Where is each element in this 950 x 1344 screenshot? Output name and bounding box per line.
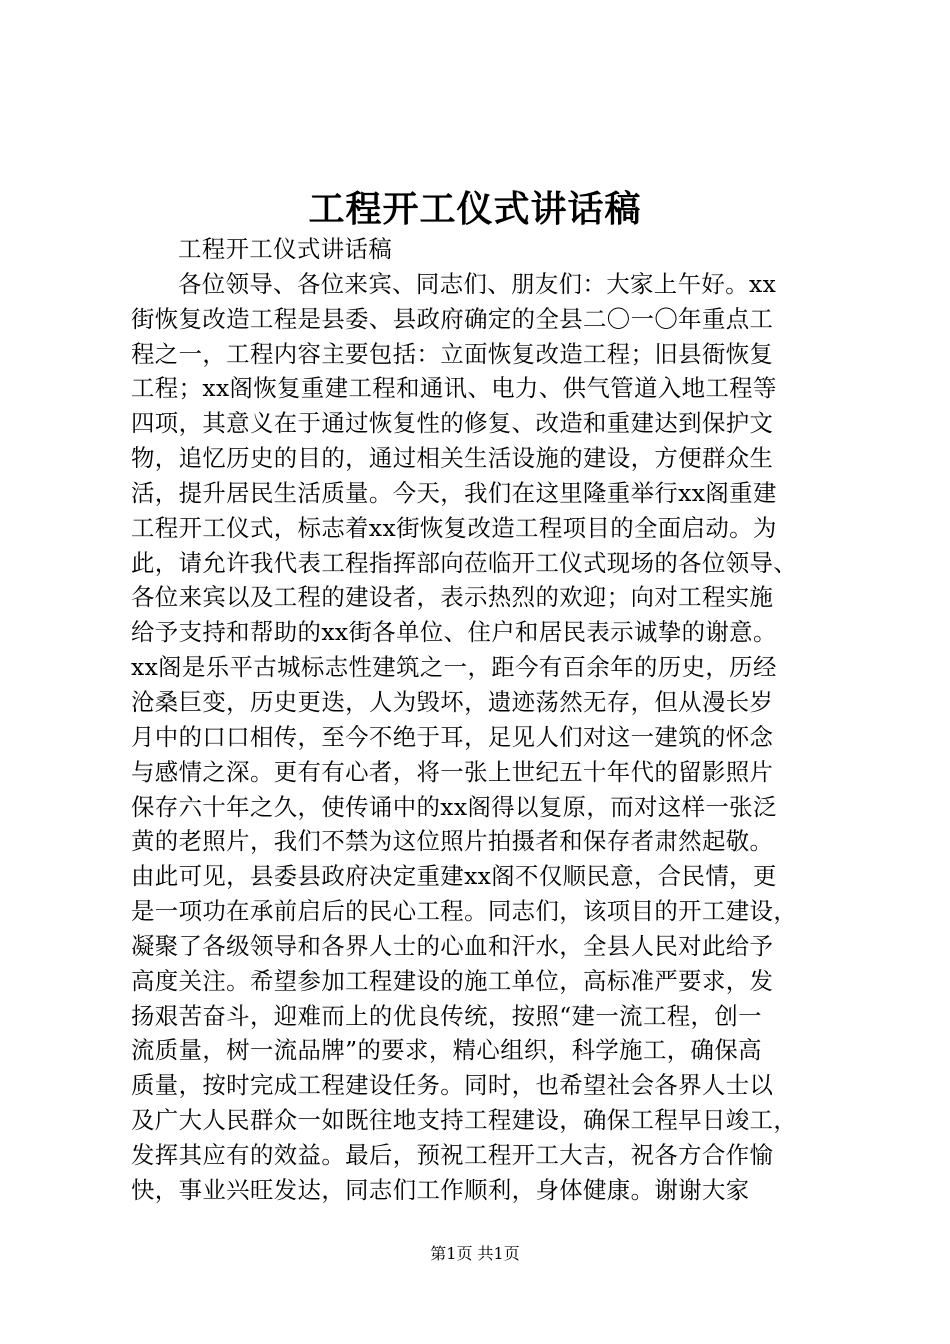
body-line: 是一项功在承前启后的民心工程。同志们，该项目的开工建设， xyxy=(131,897,798,926)
body-line: 沧桑巨变，历史更迭，人为毁坏，遗迹荡然无存，但从漫长岁 xyxy=(131,687,774,716)
body-line: 凝聚了各级领导和各界人士的心血和汗水，全县人民对此给予 xyxy=(131,931,774,960)
body-line: 扬艰苦奋斗，迎难而上的优良传统，按照“建一流工程，创一 xyxy=(131,1001,762,1030)
body-line: 月中的口口相传，至今不绝于耳，足见人们对这一建筑的怀念 xyxy=(131,722,774,751)
body-line: 由此可见，县委县政府决定重建xx阁不仅顺民意，合民情，更 xyxy=(131,862,777,891)
body-line: 工程；xx阁恢复重建工程和通讯、电力、供气管道入地工程等 xyxy=(131,374,777,403)
body-line: 与感情之深。更有有心者，将一张上世纪五十年代的留影照片 xyxy=(131,757,774,786)
document-subtitle: 工程开工仪式讲话稿 xyxy=(178,235,393,263)
body-line: 此，请允许我代表工程指挥部向莅临开工仪式现场的各位领导、 xyxy=(131,548,798,577)
body-line: 高度关注。希望参加工程建设的施工单位，高标准严要求，发 xyxy=(131,966,774,995)
body-line: 街恢复改造工程是县委、县政府确定的全县二〇一〇年重点工 xyxy=(131,304,774,333)
document-body xyxy=(131,232,823,1208)
body-line: 程之一，工程内容主要包括：立面恢复改造工程；旧县衙恢复 xyxy=(131,339,774,368)
body-line: 活，提升居民生活质量。今天，我们在这里隆重举行xx阁重建 xyxy=(131,478,777,507)
body-line: xx阁是乐平古城标志性建筑之一，距今有百余年的历史，历经 xyxy=(131,653,777,682)
body-line: 给予支持和帮助的xx街各单位、住户和居民表示诚挚的谢意。 xyxy=(131,618,777,647)
body-line: 四项，其意义在于通过恢复性的修复、改造和重建达到保护文 xyxy=(131,409,774,438)
body-line: 发挥其应有的效益。最后，预祝工程开工大吉，祝各方合作愉 xyxy=(131,1140,774,1169)
body-line: 质量，按时完成工程建设任务。同时，也希望社会各界人士以 xyxy=(131,1071,774,1100)
body-line: 快，事业兴旺发达，同志们工作顺利，身体健康。谢谢大家 xyxy=(131,1175,750,1204)
body-line: 各位来宾以及工程的建设者，表示热烈的欢迎；向对工程实施 xyxy=(131,583,774,612)
body-line: 流质量，树一流品牌”的要求，精心组织，科学施工，确保高 xyxy=(131,1036,762,1065)
body-line: 保存六十年之久，使传诵中的xx阁得以复原，而对这样一张泛 xyxy=(131,792,777,821)
body-line: 及广大人民群众一如既往地支持工程建设，确保工程早日竣工， xyxy=(131,1106,798,1135)
document-title: 工程开工仪式讲话稿 xyxy=(308,188,642,230)
page-number-footer: 第1页 共1页 xyxy=(430,1244,520,1263)
body-line: 工程开工仪式，标志着xx街恢复改造工程项目的全面启动。为 xyxy=(131,513,777,542)
body-line: 黄的老照片，我们不禁为这位照片拍摄者和保存者肃然起敬。 xyxy=(131,827,774,856)
body-line: 各位领导、各位来宾、同志们、朋友们：大家上午好。xx xyxy=(178,269,777,298)
body-line: 物，追忆历史的目的，通过相关生活设施的建设，方便群众生 xyxy=(131,444,774,473)
